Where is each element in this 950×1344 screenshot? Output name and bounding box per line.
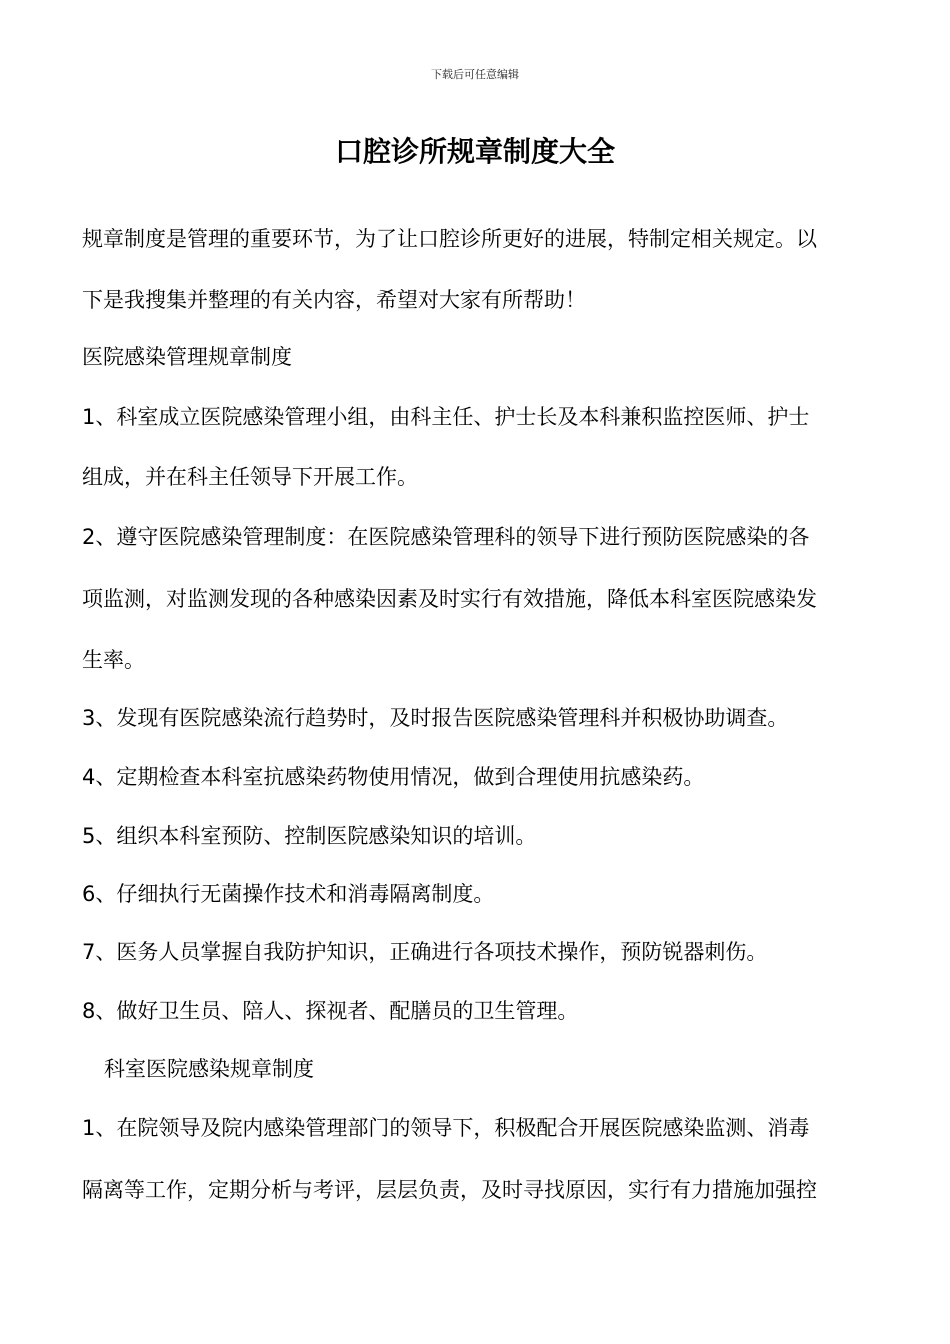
intro-line: 下是我搜集并整理的有关内容，希望对大家有所帮助！ — [82, 288, 586, 312]
header-note: 下载后可任意编辑 — [431, 68, 519, 81]
paragraph-line: 生率。 — [82, 648, 145, 672]
paragraph-line: 4、定期检查本科室抗感染药物使用情况，做到合理使用抗感染药。 — [82, 765, 705, 789]
intro-line: 规章制度是管理的重要环节，为了让口腔诊所更好的进展，特制定相关规定。以 — [82, 227, 817, 251]
paragraph-line: 7、医务人员掌握自我防护知识，正确进行各项技术操作，预防锐器刺伤。 — [82, 940, 768, 964]
paragraph-line: 1、在院领导及院内感染管理部门的领导下，积极配合开展医院感染监测、消毒 — [82, 1116, 810, 1140]
paragraph-line: 3、发现有医院感染流行趋势时，及时报告医院感染管理科并积极协助调查。 — [82, 706, 789, 730]
document-title: 口腔诊所规章制度大全 — [334, 135, 615, 168]
section-heading: 医院感染管理规章制度 — [82, 345, 292, 369]
paragraph-line: 5、组织本科室预防、控制医院感染知识的培训。 — [82, 824, 537, 848]
paragraph-line: 组成，并在科主任领导下开展工作。 — [82, 465, 418, 489]
paragraph-line: 6、仔细执行无菌操作技术和消毒隔离制度。 — [82, 882, 495, 906]
paragraph-line: 项监测，对监测发现的各种感染因素及时实行有效措施，降低本科室医院感染发 — [82, 587, 817, 611]
paragraph-line: 2、遵守医院感染管理制度：在医院感染管理科的领导下进行预防医院感染的各 — [82, 525, 810, 549]
paragraph-line: 隔离等工作，定期分析与考评，层层负责，及时寻找原因，实行有力措施加强控 — [82, 1178, 817, 1202]
paragraph-line: 8、做好卫生员、陪人、探视者、配膳员的卫生管理。 — [82, 999, 579, 1023]
section-heading: 科室医院感染规章制度 — [104, 1057, 314, 1081]
paragraph-line: 1、科室成立医院感染管理小组，由科主任、护士长及本科兼积监控医师、护士 — [82, 405, 810, 429]
